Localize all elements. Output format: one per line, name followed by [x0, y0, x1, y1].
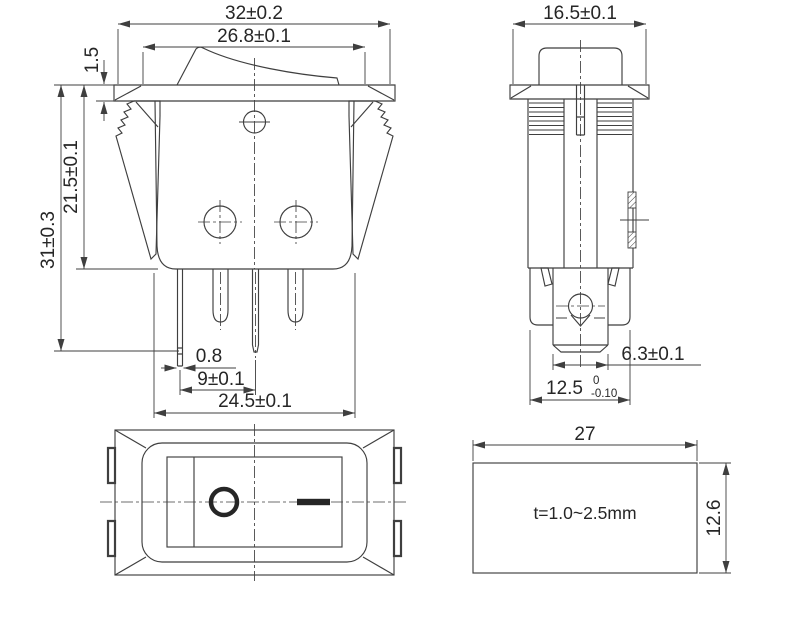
side-view: [510, 3, 701, 405]
latch-lines: [620, 208, 649, 232]
extension-lines: [143, 52, 365, 84]
dim-label-overall-width: 32±0.2: [225, 3, 283, 24]
front-view: [38, 3, 395, 418]
panel-thickness-note: t=1.0~2.5mm: [533, 503, 637, 523]
on-symbol: [297, 499, 330, 505]
panel-latch-lower: [628, 232, 636, 248]
flange-side: [510, 85, 649, 99]
dim-body-depth: [61, 85, 158, 269]
dim-body-width: [154, 273, 355, 418]
dim-side-width: [513, 3, 646, 84]
dim-terminal-thickness: [161, 346, 236, 368]
dim-label-flange-thickness: 1.5: [82, 46, 103, 74]
dim-label-body-width: 24.5±0.1: [218, 391, 292, 412]
dim-total-height: [38, 85, 179, 351]
dim-label-side-width: 16.5±0.1: [543, 3, 617, 24]
panel-cutout-view: [473, 424, 731, 573]
dim-cutout-height: [699, 463, 731, 573]
extension-lines: [513, 29, 646, 84]
top-view: [100, 424, 409, 581]
dim-label-lower-body-width: 12.5: [546, 378, 583, 399]
panel-latch-upper: [628, 192, 636, 208]
dim-flange-thickness: [82, 47, 114, 121]
dim-tol-lower: -0.10: [591, 388, 618, 400]
dim-rocker-width: [143, 26, 365, 84]
dim-tol-upper: 0: [593, 375, 600, 387]
spring-clip-right: [349, 101, 393, 259]
dim-label-terminal-width: 6.3±0.1: [621, 344, 685, 365]
dim-label-terminal-pitch: 9±0.1: [197, 369, 245, 390]
dim-label-terminal-thickness: 0.8: [195, 346, 223, 367]
rocker-actuator: [177, 47, 339, 85]
dim-label-rocker-width: 26.8±0.1: [217, 26, 291, 47]
dim-label-body-depth: 21.5±0.1: [61, 140, 82, 214]
dim-label-cutout-height: 12.6: [704, 499, 725, 537]
dim-label-total-height: 31±0.3: [38, 211, 59, 269]
lower-block: [530, 268, 630, 325]
dim-terminal-width: [553, 344, 701, 370]
spring-clip-left: [116, 101, 160, 259]
dim-lower-body-width: [530, 330, 630, 405]
dim-cutout-width: [473, 424, 697, 461]
dim-label-cutout-width: 27: [574, 424, 596, 445]
